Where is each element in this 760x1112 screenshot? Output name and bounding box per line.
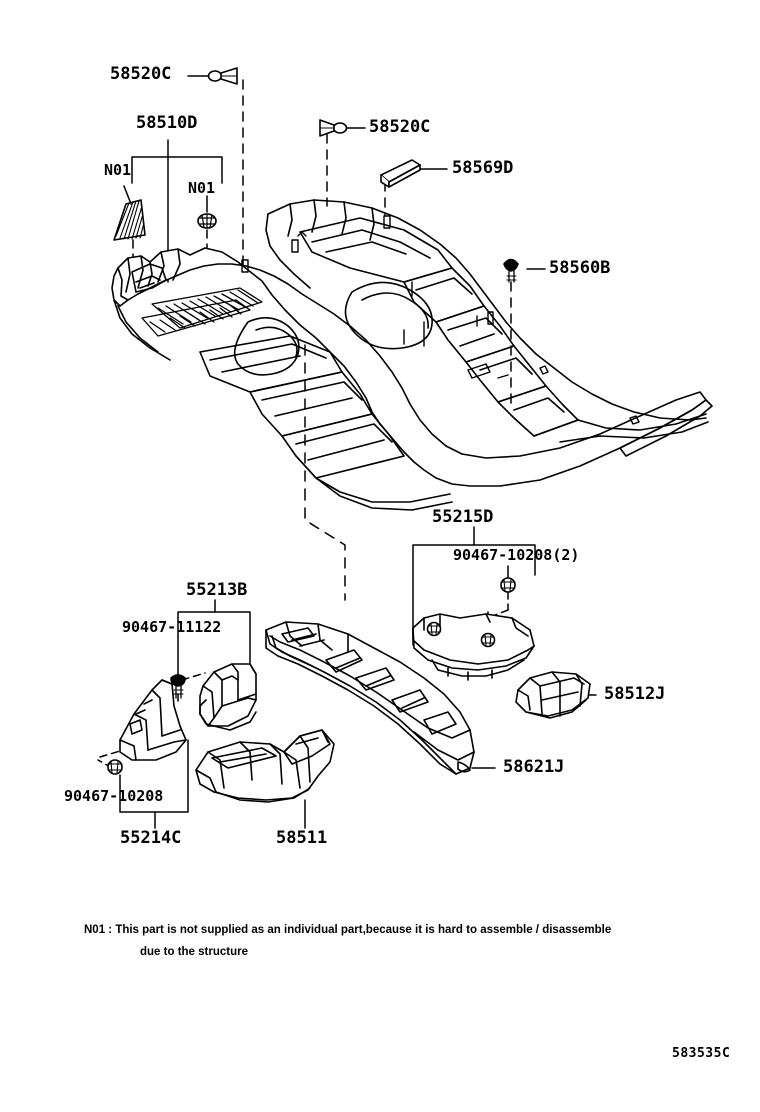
clip-58520c-rear [320,120,347,136]
label-58512j[interactable]: 58512J [604,684,666,704]
label-55214c[interactable]: 55214C [120,828,182,848]
bolt-90467-10208-2 [501,578,515,592]
n01-grommet [198,214,216,228]
clip-58520c-front [209,68,238,84]
label-55215d[interactable]: 55215D [432,507,494,527]
bolt-head [428,623,441,636]
plug-58560b [504,260,518,283]
silencer-58512j [516,672,590,718]
label-58520c-front[interactable]: 58520C [110,64,172,84]
n01-hatched-wedge [114,200,145,240]
label-58569d[interactable]: 58569D [452,158,514,178]
bolt-90467-10208 [108,760,122,774]
silencer-strip-58569d [381,160,420,187]
insulator-58511 [196,730,334,802]
label-90467-10208[interactable]: 90467-10208 [64,787,164,805]
label-n01-right: N01 [188,179,216,197]
bolt-head [482,634,495,647]
label-55213b[interactable]: 55213B [186,580,248,600]
label-90467-10208-2[interactable]: 90467-10208(2) [453,546,580,564]
bracket-55215d [413,614,534,680]
bracket-55213b [200,664,256,730]
diagram-code: 583535C [672,1046,731,1061]
label-n01-left: N01 [104,161,132,179]
label-58510d[interactable]: 58510D [136,113,198,133]
label-58560b[interactable]: 58560B [549,258,611,278]
label-58511[interactable]: 58511 [276,828,328,848]
label-58520c-rear[interactable]: 58520C [369,117,431,137]
label-90467-11122[interactable]: 90467-11122 [122,618,222,636]
label-58621j[interactable]: 58621J [503,757,565,777]
footnote-line-1: N01 : This part is not supplied as an individual part,because it is hard to assemble / disassemble [84,924,612,936]
floor-carpet-assembly-58510d [112,200,712,510]
footnote-line-2: due to the structure [140,946,248,958]
